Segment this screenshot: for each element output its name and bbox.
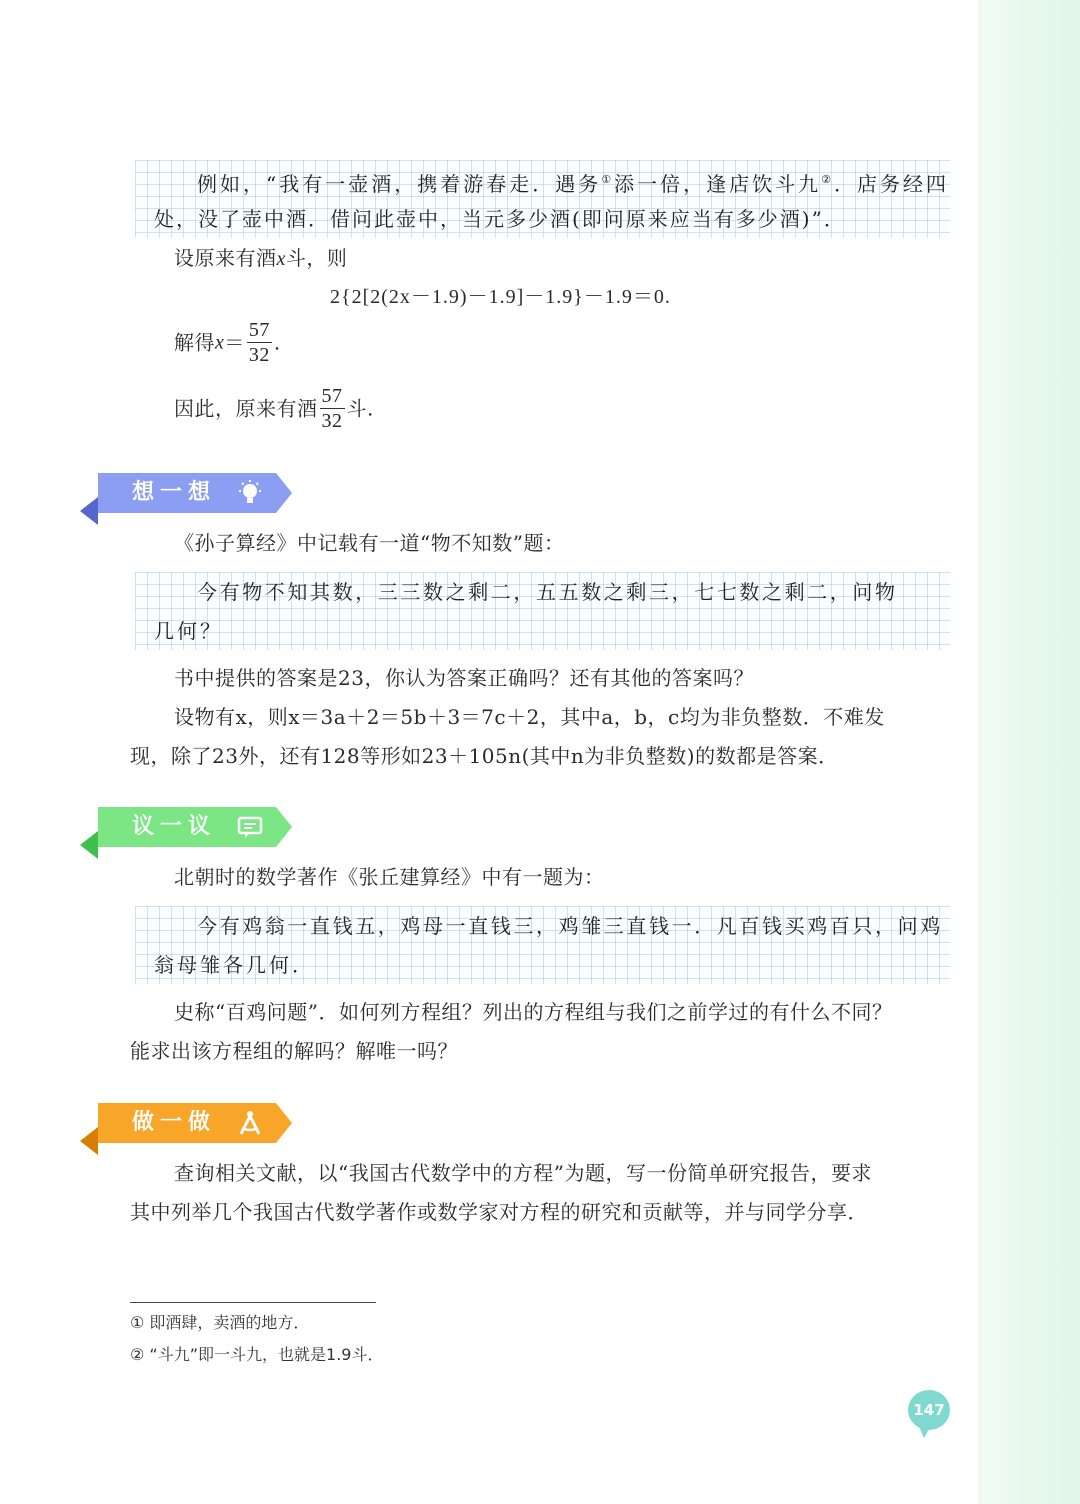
- classic-text-line: 今有鸡翁一直钱五，鸡母一直钱三，鸡雏三直钱一．凡百钱买鸡百只，问鸡: [197, 914, 943, 938]
- fraction: $\frac{57}{32}$: [248, 319, 270, 366]
- setup-line: 设原来有酒x斗，则: [174, 246, 348, 270]
- do-tag-label: 做一做: [132, 1110, 217, 1135]
- page-margin-strip: [980, 0, 1080, 1504]
- speech-bubble-icon: [236, 813, 264, 841]
- do-text-line: 其中列举几个我国古代数学著作或数学家对方程的研究和贡献等，并与同学分享．: [130, 1200, 868, 1224]
- footnote-ref: ①: [601, 173, 615, 186]
- page-edge-shadow: [978, 0, 982, 1504]
- do-text-line: 查询相关文献，以“我国古代数学中的方程”为题，写一份简单研究报告，要求: [174, 1161, 872, 1185]
- think-answer-line: 现，除了23外，还有128等形如23＋105n(其中n为非负整数)的数都是答案．: [130, 744, 839, 768]
- classic-text-line: 翁母雏各几何．: [154, 953, 315, 977]
- classic-text-line: 例如，“我有一壶酒，携着游春走．遇务①添一倍，逢店饮斗九②．店务经四: [197, 172, 949, 196]
- page-number-badge-tail: [918, 1424, 932, 1438]
- discuss-intro: 北朝时的数学著作《张丘建算经》中有一题为：: [174, 865, 605, 889]
- discuss-tag: [80, 807, 295, 863]
- solution-line: 解得x＝ $\frac{57}{32}$ .: [174, 319, 281, 366]
- footnote: ① 即酒肆，卖酒的地方．: [130, 1313, 310, 1332]
- do-tag: [80, 1103, 295, 1159]
- footnote-ref: ②: [821, 173, 834, 186]
- think-intro: 《孙子算经》中记载有一道“物不知数”题：: [174, 531, 565, 555]
- page-number-badge: 147: [908, 1390, 950, 1430]
- footnote-divider: [130, 1302, 376, 1303]
- discuss-tag-label: 议一议: [132, 814, 217, 839]
- classic-text-line: 处，没了壶中酒．借问此壶中，当元多少酒(即问原来应当有多少酒)”．: [154, 207, 846, 231]
- think-tag-label: 想一想: [132, 480, 217, 505]
- compass-icon: [236, 1109, 264, 1137]
- classic-text-line: 今有物不知其数，三三数之剩二，五五数之剩三，七七数之剩二，问物: [197, 580, 898, 604]
- think-question: 书中提供的答案是23，你认为答案正确吗？还有其他的答案吗？: [174, 666, 754, 690]
- classic-text-line: 几何？: [154, 619, 223, 643]
- equation: 2{2[2(2x－1.9)－1.9]－1.9}－1.9＝0.: [330, 286, 671, 308]
- think-answer-line: 设物有x，则x＝3a＋2＝5b＋3＝7c＋2，其中a，b，c均为非负整数．不难发: [174, 705, 885, 729]
- fraction: $\frac{57}{32}$: [321, 385, 343, 432]
- think-tag: [80, 473, 295, 529]
- conclusion-line: 因此，原来有酒 $\frac{57}{32}$ 斗.: [174, 385, 374, 432]
- discuss-question-line: 能求出该方程组的解吗？解唯一吗？: [130, 1039, 458, 1063]
- discuss-question-line: 史称“百鸡问题”．如何列方程组？列出的方程组与我们之前学过的有什么不同？: [174, 1000, 893, 1024]
- footnote: ② “斗九”即一斗九，也就是1.9斗．: [130, 1345, 384, 1364]
- lightbulb-icon: [236, 479, 264, 507]
